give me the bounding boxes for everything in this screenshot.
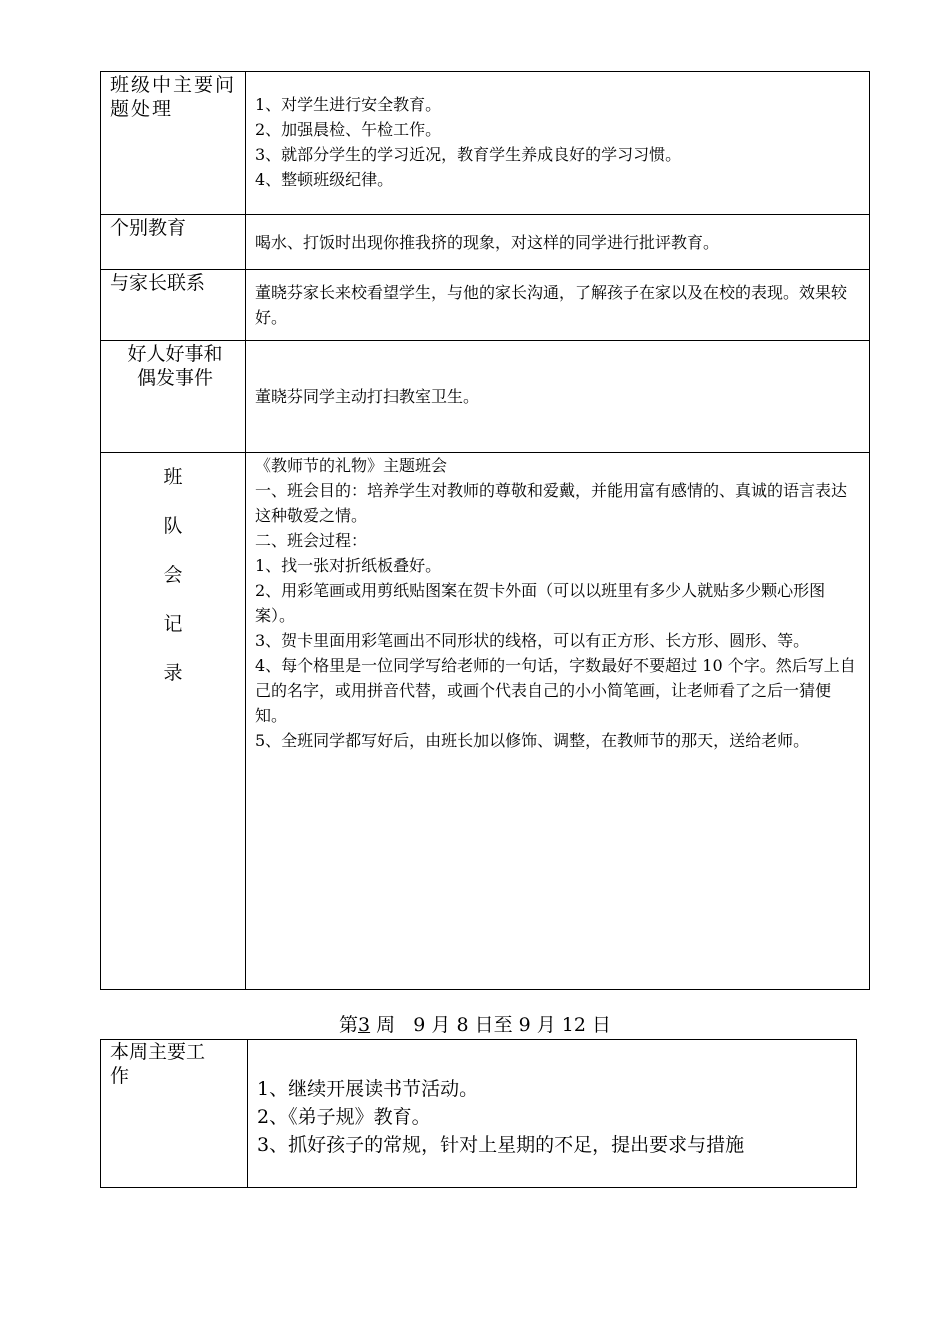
row-content bbox=[246, 453, 870, 990]
row-label-text: 本周主要工作 bbox=[110, 1041, 206, 1087]
content-line: 4、每个格里是一位同学写给老师的一句话，字数最好不要超过 10 个字。然后写上自己的名字，或用拼音代替，或画个代表自己的小小简笔画，让老师看了之后一猜便知。 bbox=[255, 656, 856, 725]
row-label bbox=[101, 1040, 248, 1188]
label-char: 队 bbox=[163, 515, 183, 537]
content-line: 3、抓好孩子的常规，针对上星期的不足，提出要求与措施 bbox=[257, 1134, 745, 1156]
table-row bbox=[101, 72, 870, 215]
row-label bbox=[101, 270, 246, 341]
row-content bbox=[246, 341, 870, 453]
table-row bbox=[101, 1040, 857, 1188]
row-content bbox=[248, 1040, 857, 1188]
week-number: 3 bbox=[358, 1014, 371, 1036]
label-char: 录 bbox=[163, 662, 183, 684]
content-line: 4、整顿班级纪律。 bbox=[255, 170, 394, 189]
row-content bbox=[246, 72, 870, 215]
content-line: 5、全班同学都写好后，由班长加以修饰、调整，在教师节的那天，送给老师。 bbox=[255, 731, 810, 750]
week-prefix: 第 bbox=[338, 1014, 358, 1036]
content-line: 董晓芬家长来校看望学生，与他的家长沟通，了解孩子在家以及在校的表现。效果较好。 bbox=[255, 283, 848, 327]
row-content bbox=[246, 215, 870, 270]
content-line: 董晓芬同学主动打扫教室卫生。 bbox=[255, 387, 480, 406]
row-label bbox=[101, 341, 246, 453]
row-label bbox=[101, 215, 246, 270]
content-line: 一、班会目的：培养学生对教师的尊敬和爱戴，并能用富有感情的、真诚的语言表达这种敬爱之情。 bbox=[255, 481, 848, 525]
content-line: 3、就部分学生的学习近况，教育学生养成良好的学习习惯。 bbox=[255, 145, 682, 164]
week-heading bbox=[0, 1012, 950, 1038]
table-row bbox=[101, 453, 870, 990]
label-char: 记 bbox=[163, 613, 183, 635]
content-line: 《教师节的礼物》主题班会 bbox=[255, 456, 448, 475]
label-char: 会 bbox=[163, 564, 183, 586]
content-line: 3、贺卡里面用彩笔画出不同形状的线格，可以有正方形、长方形、圆形、等。 bbox=[255, 631, 810, 650]
content-line: 1、继续开展读书节活动。 bbox=[257, 1078, 479, 1100]
weekly-work-table bbox=[100, 1039, 857, 1188]
content-line: 喝水、打饭时出现你推我挤的现象，对这样的同学进行批评教育。 bbox=[255, 233, 720, 252]
row-label bbox=[101, 72, 246, 215]
content-line: 2、加强晨检、午检工作。 bbox=[255, 120, 442, 139]
row-label-text: 与家长联系 bbox=[110, 272, 206, 294]
table-row bbox=[101, 270, 870, 341]
week-suffix: 周 bbox=[376, 1014, 396, 1036]
class-record-table bbox=[100, 71, 870, 990]
table-row bbox=[101, 341, 870, 453]
content-line: 2、用彩笔画或用剪纸贴图案在贺卡外面（可以以班里有多少人就贴多少颗心形图案）。 bbox=[255, 581, 826, 625]
content-line: 1、找一张对折纸板叠好。 bbox=[255, 556, 442, 575]
content-line: 2、《弟子规》教育。 bbox=[257, 1106, 431, 1128]
table-row bbox=[101, 215, 870, 270]
content-line: 1、对学生进行安全教育。 bbox=[255, 95, 442, 114]
row-content bbox=[246, 270, 870, 341]
row-label-text: 班级中主要问题处理 bbox=[110, 74, 237, 120]
row-label-text: 好人好事和偶发事件 bbox=[127, 343, 223, 389]
label-char: 班 bbox=[163, 466, 183, 488]
content-line: 二、班会过程： bbox=[255, 531, 368, 550]
row-label bbox=[101, 453, 246, 990]
week-range: 9 月 8 日至 9 月 12 日 bbox=[413, 1014, 612, 1036]
row-label-text: 个别教育 bbox=[110, 217, 187, 239]
